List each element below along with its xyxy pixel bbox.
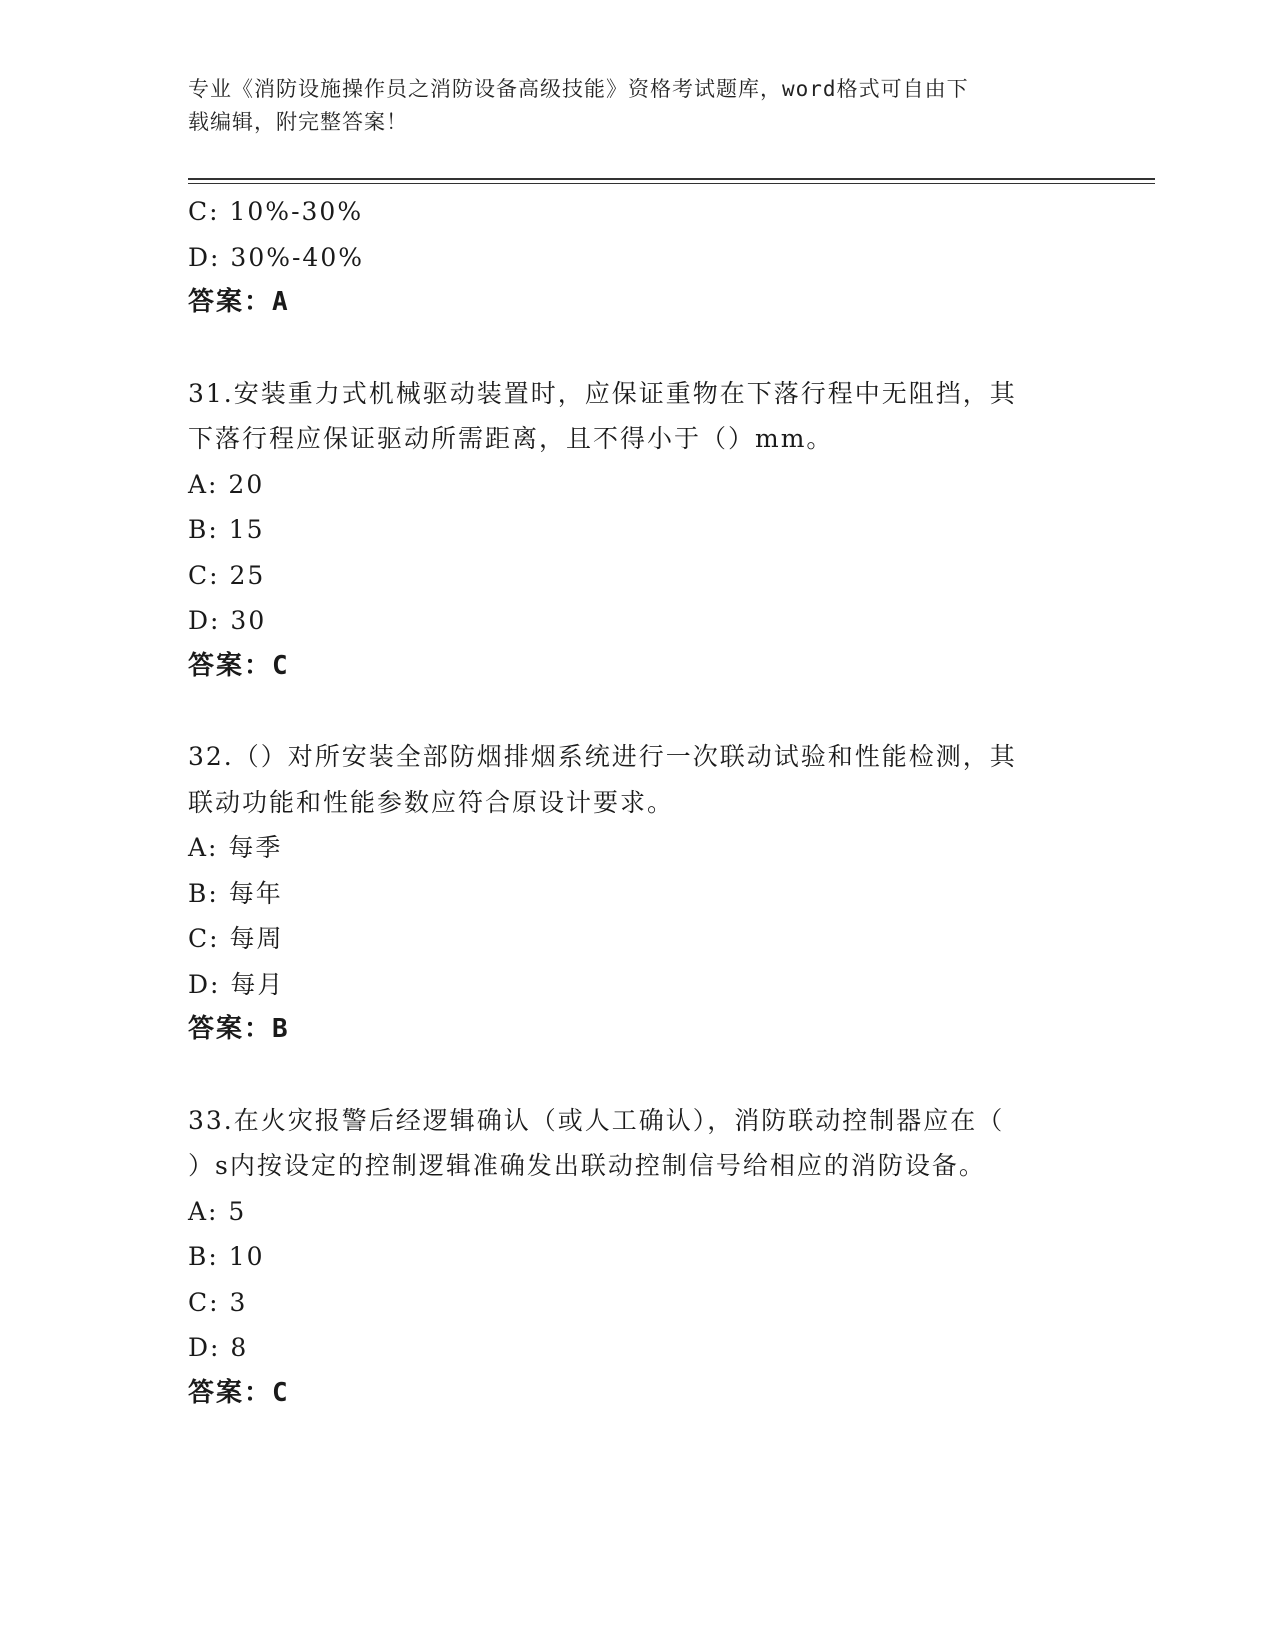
- question-31: [188, 371, 1088, 690]
- option-c: C: 3: [188, 1287, 248, 1317]
- option-c: C: 25: [188, 560, 266, 590]
- answer-label: 答案：C: [188, 650, 290, 681]
- option-c: C: 10%-30%: [188, 197, 364, 226]
- question-text-line-2: ）s内按设定的控制逻辑准确发出联动控制信号给相应的消防设备。: [188, 1151, 986, 1180]
- question-32: [188, 734, 1088, 1053]
- option-b: B: 10: [188, 1242, 265, 1271]
- option-a: A: 20: [188, 469, 265, 499]
- spacer: [188, 1053, 1088, 1098]
- answer-label: 答案：C: [188, 1377, 290, 1408]
- spacer: [188, 326, 1088, 371]
- question-33: [188, 1098, 1088, 1417]
- header-line-2: 载编辑，附完整答案！: [188, 110, 408, 134]
- option-d: D: 30%-40%: [188, 242, 364, 272]
- answer-label: 答案：B: [188, 1014, 290, 1044]
- option-b: B: 每年: [188, 878, 283, 908]
- question-text-line-1: 31.安装重力式机械驱动装置时，应保证重物在下落行程中无阻挡，其: [188, 378, 1017, 408]
- question-text-line-2: 联动功能和性能参数应符合原设计要求。: [188, 787, 675, 817]
- option-c: C: 每周: [188, 924, 284, 953]
- answer-label: 答案：A: [188, 287, 290, 317]
- option-b: B: 15: [188, 515, 265, 544]
- option-d: D: 每月: [188, 969, 285, 999]
- question-text-line-1: 33.在火灾报警后经逻辑确认（或人工确认），消防联动控制器应在（: [188, 1105, 1005, 1135]
- option-d: D: 8: [188, 1333, 249, 1362]
- document-header: [188, 73, 1068, 139]
- option-a: A: 每季: [188, 833, 283, 862]
- header-rule-thin: [188, 183, 1155, 184]
- option-d: D: 30: [188, 606, 267, 635]
- option-a: A: 5: [188, 1196, 247, 1226]
- spacer: [188, 689, 1088, 734]
- header-rule-thick: [188, 178, 1155, 180]
- question-list: [188, 189, 1088, 1416]
- header-line-1: 专业《消防设施操作员之消防设备高级技能》资格考试题库，word格式可自由下: [188, 77, 969, 101]
- question-text-line-1: 32.（）对所安装全部防烟排烟系统进行一次联动试验和性能检测，其: [188, 742, 1017, 771]
- question-30-tail: [188, 189, 1088, 326]
- question-text-line-2: 下落行程应保证驱动所需距离，且不得小于（）mm。: [188, 424, 834, 453]
